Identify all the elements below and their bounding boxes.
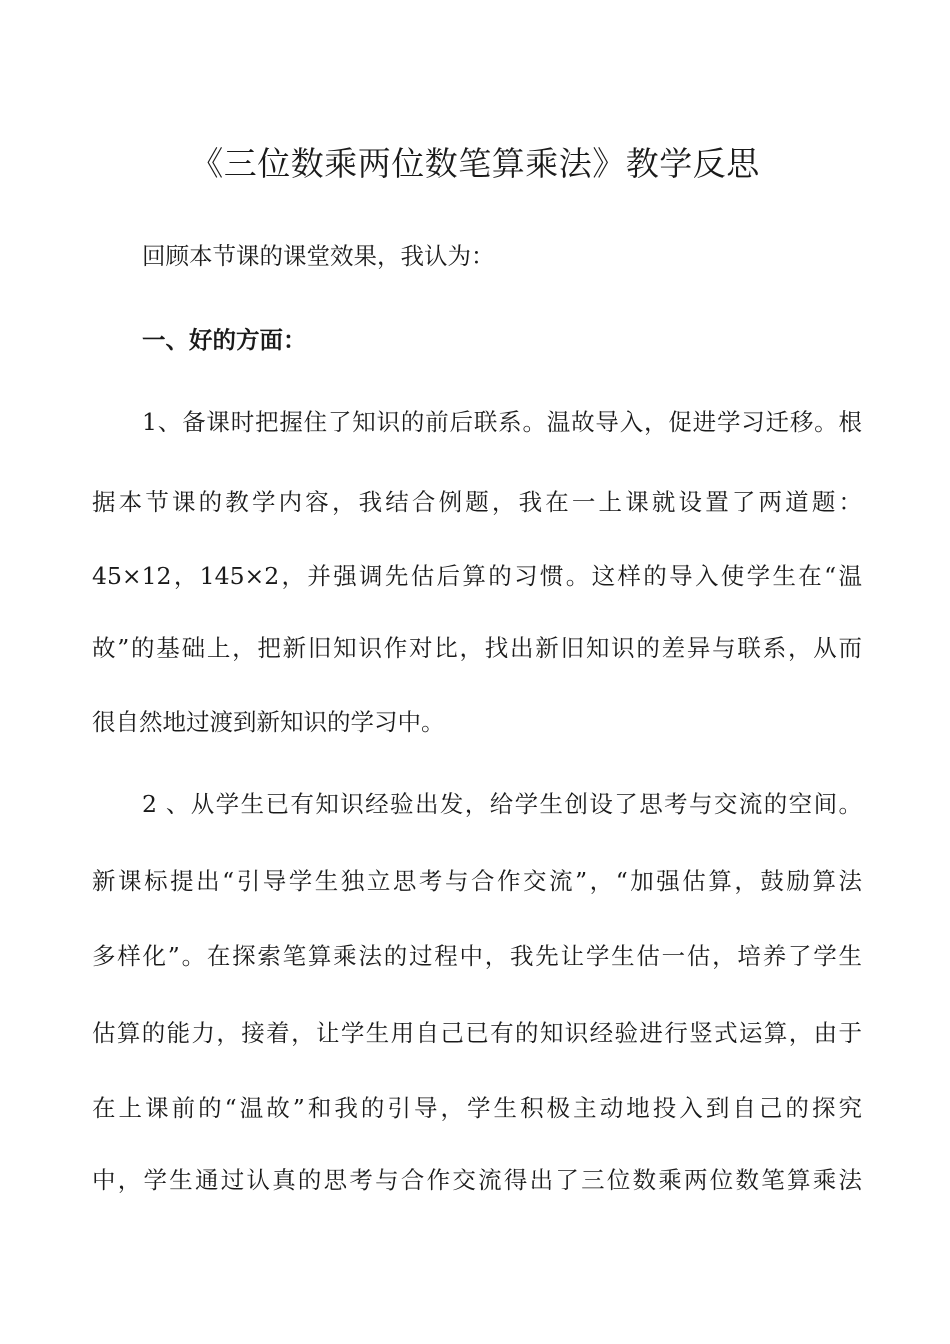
paragraph-line: 45×12，145×2，并强调先估后算的习惯。这样的导入使学生在“温	[92, 562, 862, 590]
paragraph-line: 新课标提出“引导学生独立思考与合作交流”，“加强估算，鼓励算法	[92, 867, 862, 895]
paragraph-line: 在上课前的“温故”和我的引导，学生积极主动地投入到自己的探究	[92, 1094, 862, 1122]
document-title: 《三位数乘两位数笔算乘法》教学反思	[190, 144, 760, 183]
paragraph-line: 中，学生通过认真的思考与合作交流得出了三位数乘两位数笔算乘法	[92, 1166, 862, 1194]
paragraph-line: 据本节课的教学内容，我结合例题，我在一上课就设置了两道题：	[92, 488, 862, 516]
paragraph-line: 多样化”。在探索笔算乘法的过程中，我先让学生估一估，培养了学生	[92, 942, 862, 970]
paragraph-line: 故”的基础上，把新旧知识作对比，找出新旧知识的差异与联系，从而	[92, 634, 862, 662]
paragraph-line: 估算的能力，接着，让学生用自己已有的知识经验进行竖式运算，由于	[92, 1019, 862, 1047]
section-heading: 一、好的方面：	[142, 326, 307, 354]
paragraph-line: 1、备课时把握住了知识的前后联系。温故导入，促进学习迁移。根	[142, 408, 862, 436]
paragraph-line: 2 、从学生已有知识经验出发，给学生创设了思考与交流的空间。	[142, 790, 862, 818]
intro-text: 回顾本节课的课堂效果，我认为：	[142, 242, 495, 270]
paragraph-line: 很自然地过渡到新知识的学习中。	[92, 708, 445, 736]
